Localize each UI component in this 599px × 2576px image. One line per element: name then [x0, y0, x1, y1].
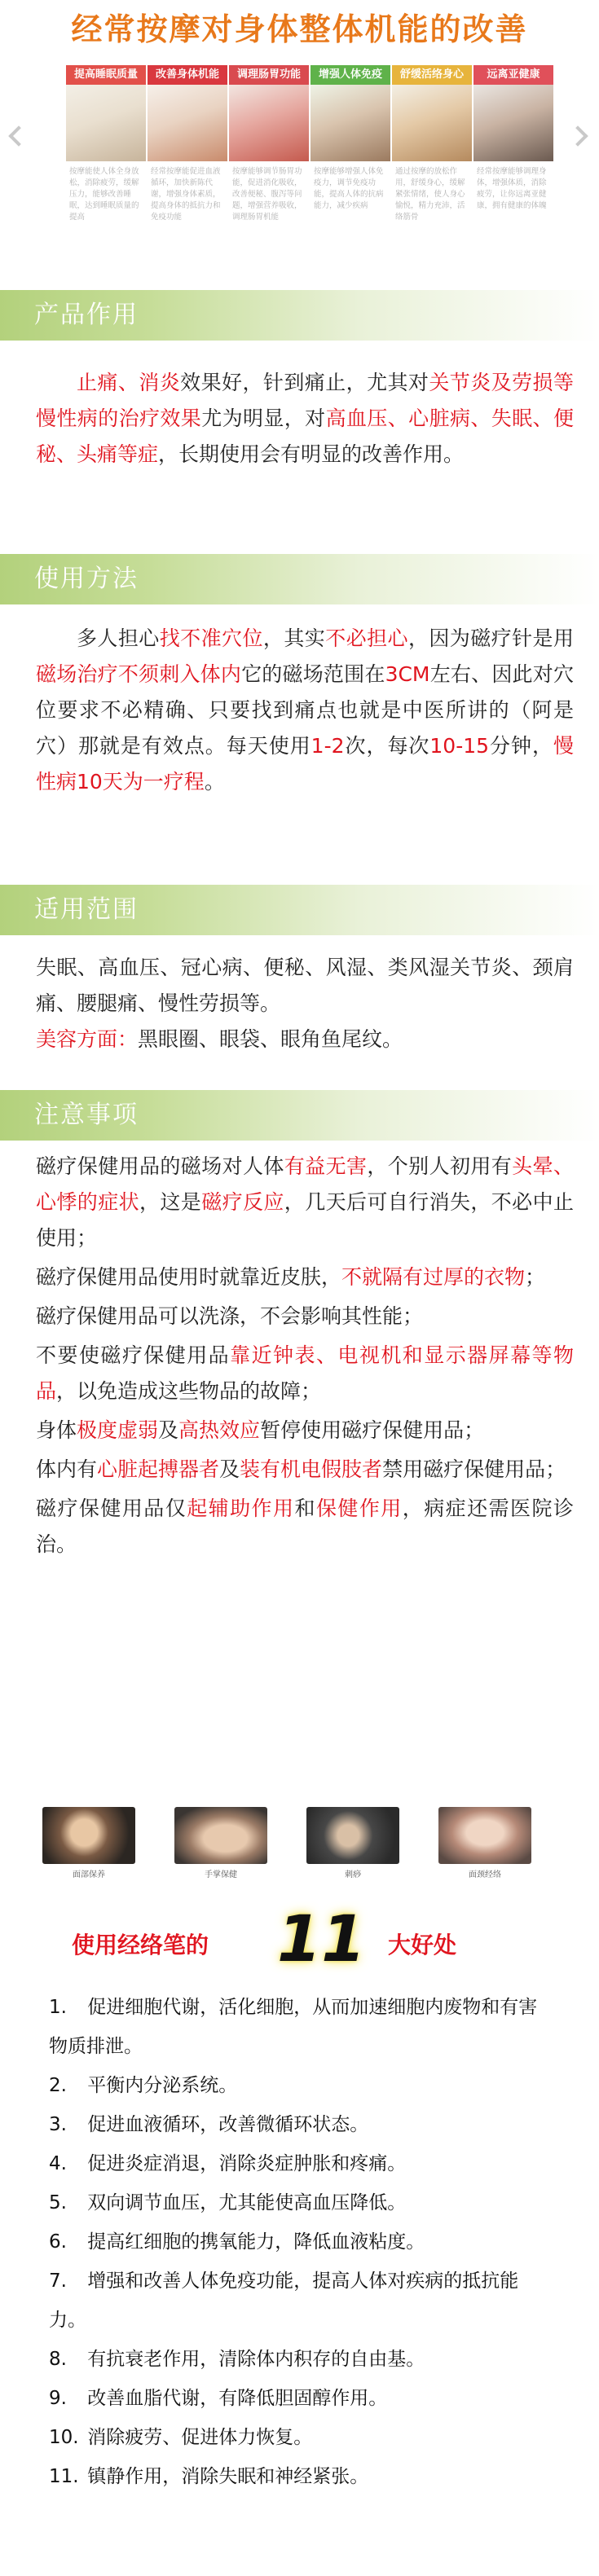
note-item: [36, 1491, 574, 1563]
note-text: 体内有: [36, 1457, 98, 1481]
section-title-effect: 产品作用: [34, 301, 139, 329]
note-highlight: 极度虚弱: [77, 1418, 159, 1442]
photo-caption: 面颈经络: [469, 1870, 501, 1879]
section-title-scope: 适用范围: [34, 895, 139, 924]
effect-text: ，长期使用会有明显的改善作用。: [158, 442, 465, 466]
section-header-usage: [0, 554, 599, 604]
effect-text: 尤为明显，对: [201, 407, 326, 430]
benefit-card-label: 远离亚健康: [473, 65, 553, 85]
benefits-title-number: 11: [277, 1903, 366, 1976]
note-highlight: 不就隔有过厚的衣物: [341, 1265, 526, 1289]
note-text: 不要使磁疗保健用品: [36, 1343, 231, 1367]
section-title-usage: 使用方法: [34, 565, 139, 593]
benefit-card-label: 提高睡眠质量: [66, 65, 146, 85]
usage-text-highlight: 3CM: [385, 662, 430, 686]
note-highlight: 心脏起搏器者: [97, 1457, 220, 1481]
benefit-list-item: [49, 2262, 554, 2340]
benefit-list-item: [49, 2183, 554, 2222]
note-text: 磁疗保健用品可以洗涤，不会影响其性能；: [36, 1304, 424, 1328]
notes-list: [36, 1149, 574, 1563]
photo-face-neck-meridian: [438, 1807, 531, 1864]
benefit-item-text: 促进细胞代谢，活化细胞，从而加速细胞内废物和有害物质排泄。: [49, 1997, 538, 2057]
benefit-card-description: 按摩能够调节肠胃功能，促进消化吸收，改善便秘、腹泻等问题，增强营养吸收，调理肠胃机能: [232, 167, 302, 222]
note-text: ，病症还需医院诊治。: [36, 1497, 574, 1556]
benefit-card[interactable]: [311, 65, 390, 240]
note-highlight: 装有机电假肢者: [240, 1457, 383, 1481]
note-text: ，以免造成这些物品的故障；: [56, 1379, 322, 1403]
benefit-card-photo-woman-with-headache: [473, 85, 553, 161]
photo-face-care: [42, 1807, 135, 1864]
benefit-item-number: 7.: [49, 2270, 67, 2292]
benefit-card-label: 改善身体机能: [148, 65, 227, 85]
usage-text-highlight: 10-15: [429, 734, 490, 758]
note-highlight: 有益无害: [284, 1154, 368, 1178]
carousel-next-arrow-icon[interactable]: [567, 125, 588, 146]
usage-text: 分钟，: [489, 734, 553, 758]
effect-paragraph: [36, 365, 574, 473]
note-text: 和: [294, 1497, 316, 1520]
benefit-item-number: 1.: [49, 1997, 67, 2018]
benefit-item-number: 6.: [49, 2231, 67, 2253]
note-text: 磁疗保健用品仅: [36, 1497, 187, 1520]
photo-caption: 刺痧: [345, 1870, 361, 1879]
note-highlight: 保健作用: [315, 1497, 403, 1520]
note-text: 身体: [36, 1418, 77, 1442]
benefit-item-number: 11.: [49, 2466, 79, 2487]
benefit-item-text: 消除疲劳、促进体力恢复。: [81, 2427, 313, 2448]
benefit-card-photo-digestive-organs: [229, 85, 309, 161]
effect-text-highlight: 高血压、心脏病、失眠、便秘、头痛等症: [36, 407, 574, 466]
note-text: 及: [158, 1418, 179, 1442]
benefit-card-description: 通过按摩的放松作用，舒缓身心，缓解紧张情绪，使人身心愉悦，精力充沛，活络筋骨: [395, 167, 465, 222]
benefit-card-label: 调理肠胃功能: [229, 65, 309, 85]
benefit-item-number: 2.: [49, 2075, 67, 2096]
benefit-item-number: 8.: [49, 2349, 67, 2370]
benefit-card-description: 经常按摩能够调理身体，增强体质，消除疲劳，让你远离亚健康，拥有健康的体魄: [477, 167, 547, 210]
usage-text-highlight: 不必担心: [325, 626, 408, 650]
benefit-card[interactable]: [473, 65, 553, 240]
benefit-list-item: [49, 2340, 554, 2379]
usage-text: ，其实: [262, 626, 326, 650]
note-text: 磁疗保健用品使用时就靠近皮肤，: [36, 1265, 342, 1289]
note-highlight: 起辅助作用: [187, 1497, 295, 1520]
carousel-prev-arrow-icon[interactable]: [8, 125, 29, 146]
benefit-list-item: [49, 2066, 554, 2105]
benefit-item-text: 提高红细胞的携氧能力，降低血液粘度。: [81, 2231, 425, 2253]
effect-text-highlight: 止痛、消炎: [77, 371, 181, 394]
note-item: [36, 1259, 574, 1295]
benefit-item-text: 镇静作用，消除失眠和神经紧张。: [81, 2466, 369, 2487]
note-item: [36, 1413, 574, 1448]
usage-text-highlight: 磁场治疗不须刺入体内: [36, 662, 242, 686]
benefit-list-item: [49, 2418, 554, 2457]
note-item: [36, 1452, 574, 1488]
note-text: ；: [525, 1265, 546, 1289]
usage-paragraph: [36, 621, 574, 800]
benefit-item-number: 4.: [49, 2153, 67, 2174]
usage-text: 次，每次: [344, 734, 430, 758]
note-text: 及: [219, 1457, 240, 1481]
benefit-list-item: [49, 1988, 554, 2066]
benefit-list-item: [49, 2144, 554, 2183]
note-text: 磁疗保健用品的磁场对人体: [36, 1154, 284, 1178]
photo-caption: 面部保养: [73, 1870, 105, 1879]
usage-text-highlight: 找不准穴位: [159, 626, 263, 650]
section-header-notes: [0, 1090, 599, 1141]
note-text: ，个别人初用有: [367, 1154, 513, 1178]
photo-palm-care: [174, 1807, 267, 1864]
benefit-card-label: 舒缓活络身心: [392, 65, 472, 85]
photo-caption: 手掌保健: [205, 1870, 237, 1879]
benefit-item-text: 促进炎症消退，消除炎症肿胀和疼痛。: [81, 2153, 407, 2174]
benefits-title-left: 使用经络笔的: [72, 1932, 209, 1958]
benefit-list-item: [49, 2222, 554, 2262]
benefits-list: [49, 1988, 554, 2496]
benefit-card[interactable]: [229, 65, 309, 240]
note-item: [36, 1149, 574, 1256]
benefit-list-item: [49, 2105, 554, 2144]
note-text: ，这是: [139, 1190, 202, 1214]
benefit-item-text: 增强和改善人体免疫功能，提高人体对疾病的抵抗能力。: [49, 2270, 519, 2331]
note-item: [36, 1299, 574, 1334]
benefit-item-text: 有抗衰老作用，清除体内积存的自由基。: [81, 2349, 425, 2370]
benefit-item-number: 5.: [49, 2192, 67, 2213]
benefit-item-text: 平衡内分泌系统。: [81, 2075, 238, 2096]
note-highlight: 磁疗反应: [201, 1190, 284, 1214]
usage-text-highlight: 慢性病10天为一疗程: [36, 734, 574, 793]
benefit-card-description: 经常按摩能促进血液循环，加快新陈代谢，增强身体素质，提高身体的抵抗力和免疫功能: [151, 167, 221, 222]
benefit-card-photo-massage-session: [392, 85, 472, 161]
benefit-item-number: 3.: [49, 2114, 67, 2135]
benefit-card[interactable]: [148, 65, 227, 240]
scope-beauty-label: 美容方面：: [36, 1027, 139, 1051]
benefit-card-description: 按摩能够增强人体免疫力，调节免疫功能，提高人体的抗病能力，减少疾病: [314, 167, 384, 210]
usage-text: 多人担心: [77, 626, 160, 650]
note-text: 禁用磁疗保健用品；: [382, 1457, 566, 1481]
note-highlight: 头晕、心悸的症状: [36, 1154, 574, 1214]
usage-text: 它的磁场范围在: [241, 662, 385, 686]
note-item: [36, 1338, 574, 1409]
note-text: ，几天后可自行消失，不必中止使用；: [36, 1190, 574, 1250]
benefit-card[interactable]: [392, 65, 472, 240]
benefits-title-right: 大好处: [388, 1932, 457, 1958]
scope-beauty-text: 黑眼圈、眼袋、眼角鱼尾纹。: [138, 1027, 403, 1051]
benefit-item-number: 9.: [49, 2388, 67, 2409]
benefit-card-description: 按摩能使人体全身放松，消除疲劳，缓解压力，能够改善睡眠，达到睡眠质量的提高: [69, 167, 139, 222]
benefit-card[interactable]: [66, 65, 146, 240]
section-header-scope: [0, 885, 599, 935]
effect-text: 效果好，针到痛止，尤其对: [180, 371, 429, 394]
section-header-effect: [0, 290, 599, 341]
benefit-card-photo-sleeping-woman: [66, 85, 146, 161]
benefit-card-photo-woman-drinking-milk: [148, 85, 227, 161]
benefit-item-text: 改善血脂代谢，有降低胆固醇作用。: [81, 2388, 388, 2409]
scope-conditions: 失眠、高血压、冠心病、便秘、风湿、类风湿关节炎、颈肩痛、腰腿痛、慢性劳损等。: [36, 956, 574, 1015]
usage-text: 。: [204, 770, 225, 793]
note-text: 暂停使用磁疗保健用品；: [260, 1418, 485, 1442]
note-highlight: 高热效应: [178, 1418, 261, 1442]
usage-text: 左右、因此对穴位要求不必精确、只要找到痛点也就是中医所讲的（阿是穴）那就是有效点。每天使用: [36, 662, 574, 758]
usage-text-highlight: 1-2: [311, 734, 345, 758]
scope-beauty-line: [36, 1022, 574, 1057]
benefit-card-photo-smiling-woman: [311, 85, 390, 161]
benefit-item-text: 促进血液循环，改善微循环状态。: [81, 2114, 369, 2135]
note-highlight: 靠近钟表、电视机和显示器屏幕等物品: [36, 1343, 574, 1403]
benefit-item-text: 双向调节血压，尤其能使高血压降低。: [81, 2192, 407, 2213]
scope-paragraph: [36, 950, 574, 1057]
benefit-list-item: [49, 2379, 554, 2418]
section-title-notes: 注意事项: [34, 1101, 139, 1129]
usage-text: ，因为磁疗针是用: [407, 626, 574, 650]
effect-text-highlight: 关节炎及劳损等慢性病的治疗效果: [36, 371, 574, 430]
benefit-item-number: 10.: [49, 2427, 79, 2448]
benefit-list-item: [49, 2457, 554, 2496]
banner-title: 经常按摩对身体整体机能的改善: [71, 11, 528, 47]
photo-scraping: [306, 1807, 399, 1864]
benefit-card-label: 增强人体免疫: [311, 65, 390, 85]
